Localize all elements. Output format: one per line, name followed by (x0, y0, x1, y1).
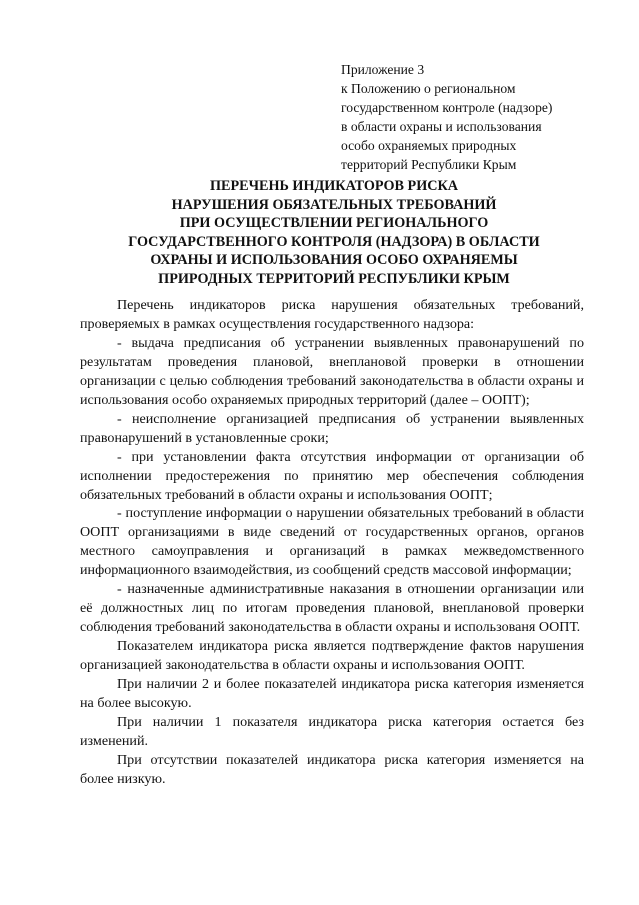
indicator-list-item: - назначенные административные наказания в отношении организации или её должностных лиц по итогам проведения плановой, внеплановой проверки соблюдения требований законодательства в области охраны и использованя ООПТ. (80, 581, 584, 636)
rule-paragraph-one: При наличии 1 показателя индикатора риска категория остается без изменений. (80, 713, 584, 749)
appendix-line: особо охраняемых природных (341, 137, 517, 153)
appendix-line: к Положению о региональном (341, 80, 516, 96)
title-line: ОХРАНЫ И ИСПОЛЬЗОВАНИЯ ОСОБО ОХРАНЯЕМЫ (150, 252, 518, 269)
intro-paragraph: Перечень индикаторов риска нарушения обязательных требований, проверяемых в рамках осуществления государственного надзора: (80, 297, 584, 332)
appendix-line: Приложение 3 (341, 62, 425, 77)
indicator-list-item: - поступление информации о нарушении обязательных требований в области ООПТ организациями в виде сведений от государственных органов, органов местного самоуправления и организаций в рамках межведомственного информационного взаимодействия, из сообщений средств массовой информации; (80, 505, 584, 579)
appendix-line: в области охраны и использования (341, 118, 542, 134)
title-line: ПРИ ОСУЩЕСТВЛЕНИИ РЕГИОНАЛЬНОГО (179, 215, 489, 232)
appendix-header (341, 61, 611, 174)
indicator-list-item: - выдача предписания об устранении выявленных правонарушений по результатам проведения плановой, внеплановой проверки в отношении организации с целью соблюдения требований законодательства в области охраны и использования особо охраняемых природных территорий (далее – ООПТ); (80, 334, 584, 408)
title-line: ГОСУДАРСТВЕННОГО КОНТРОЛЯ (НАДЗОРА) В ОБЛАСТИ (128, 233, 540, 250)
document-body (80, 296, 584, 789)
title-line: ПРИРОДНЫХ ТЕРРИТОРИЙ РЕСПУБЛИКИ КРЫМ (158, 270, 510, 287)
title-line: НАРУШЕНИЯ ОБЯЗАТЕЛЬНЫХ ТРЕБОВАНИЙ (171, 196, 497, 213)
appendix-line: территорий Республики Крым (341, 156, 517, 172)
title-line: ПЕРЕЧЕНЬ ИНДИКАТОРОВ РИСКА (209, 178, 459, 194)
rule-paragraph-two-or-more: При наличии 2 и более показателей индикатора риска категория изменяется на более высокую. (80, 676, 584, 712)
indicator-list-item: - неисполнение организацией предписания об устранении выявленных правонарушений в установленные сроки; (80, 410, 584, 446)
indicator-definition-paragraph: Показателем индикатора риска является подтверждение фактов нарушения организацией законодательства в области охраны и использования ООПТ. (80, 638, 584, 674)
document-title (90, 177, 578, 289)
rule-paragraph-none: При отсутствии показателей индикатора риска категория изменяется на более низкую. (80, 751, 584, 787)
appendix-line: государственном контроле (надзоре) (341, 99, 553, 115)
indicator-list-item: - при установлении факта отсутствия информации от организации об исполнении предостережения по принятию мер обеспечения соблюдения обязательных требований в области охраны и использования ООПТ; (80, 448, 584, 503)
